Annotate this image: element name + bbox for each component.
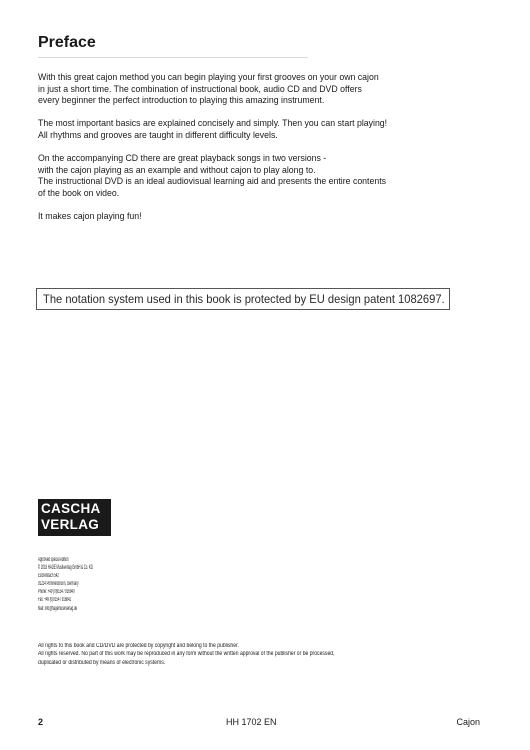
paragraph: [38, 211, 458, 223]
catalog-code: HH 1702 EN: [226, 717, 277, 727]
text-line: with the cajon playing as an example and without cajon to play along to.: [38, 164, 316, 175]
rights-line: duplicated or distributed by means of electronic systems.: [38, 659, 166, 666]
imprint-line: Fax: +49 (0)9154 / 916841: [38, 597, 72, 604]
text-line: All rhythms and grooves are taught in different difficulty levels.: [38, 129, 278, 140]
notice-text: The notation system used in this book is protected by EU design patent 1082697.: [43, 292, 445, 306]
logo-text-line: VERLAG: [41, 517, 100, 532]
rights-notice: [38, 642, 498, 667]
text-line: The instructional DVD is an ideal audiovisual learning aid and presents the entire contents: [38, 176, 387, 187]
text-line: The most important basics are explained concisely and simply. Then you can start playing!: [38, 118, 388, 129]
text-line: On the accompanying CD there are great playback songs in two versions -: [38, 153, 327, 164]
text-line: of the book on video.: [38, 187, 120, 198]
page-title: Preface: [38, 34, 96, 51]
title-divider: [38, 57, 308, 58]
publisher-logo: [38, 499, 111, 536]
paragraph: [38, 153, 458, 199]
series-name: Cajon: [456, 717, 480, 727]
imprint-line: Phone: +49 (0)9154 / 916940: [38, 589, 75, 596]
imprint-line: Mail: info@hagemusikverlag.de: [38, 605, 78, 612]
rights-line: All rights reserved. No part of this work may be reproduced in any form without the written approval of the publisher or be processed,: [38, 651, 335, 658]
page-number: 2: [38, 717, 44, 727]
preface-body: [38, 72, 458, 234]
text-line: in just a short time. The combination of instructional book, audio CD and DVD offers: [38, 83, 362, 94]
imprint-line: Eschenbach 542: [38, 573, 59, 580]
paragraph: [38, 118, 458, 141]
paragraph: [38, 72, 458, 107]
imprint-line: Approved special edition: [38, 557, 69, 563]
patent-notice-box: [36, 288, 450, 310]
text-line: With this great cajon method you can begin playing your first grooves on your own cajon: [38, 72, 379, 82]
text-line: every beginner the perfect introduction to playing this amazing instrument.: [38, 95, 325, 106]
imprint-block: [38, 556, 338, 613]
text-line: It makes cajon playing fun!: [38, 211, 142, 222]
logo-text-line: CASCHA: [41, 501, 101, 516]
imprint-line: © 2018 HAGE Musikverlag GmbH & Co. KG: [38, 565, 93, 572]
imprint-line: 91224 Pommelsbrunn, Germany: [38, 581, 79, 588]
rights-line: All rights to this book and CD/DVD are protected by copyright and belong to the publisher.: [38, 643, 239, 649]
